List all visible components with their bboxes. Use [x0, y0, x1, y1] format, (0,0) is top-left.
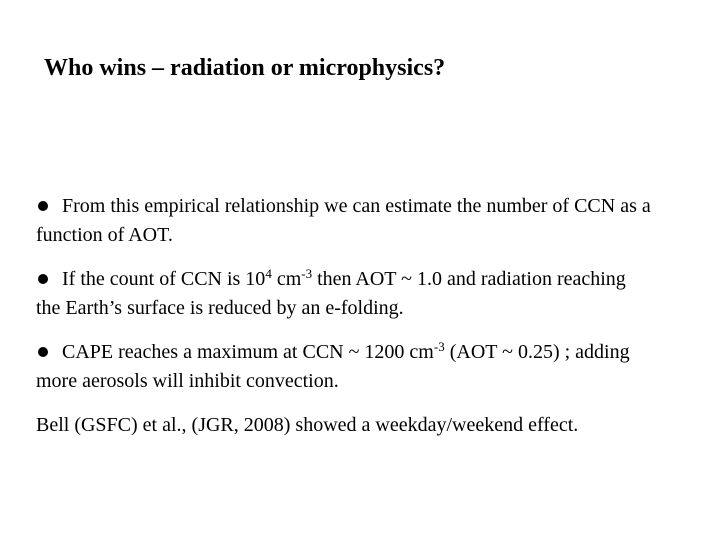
bullet-text: From this empirical relationship we can estimate the number of CCN as a function of AOT.: [36, 195, 651, 246]
superscript-exponent: 4: [265, 266, 272, 281]
bullet-dot-icon: [38, 274, 48, 284]
bullet-text-post: then AOT ~ 1.0 and radiation reaching the Earth’s surface is reduced by an e-folding.: [36, 268, 626, 319]
slide-title: Who wins – radiation or microphysics?: [44, 55, 446, 81]
slide-body: [36, 192, 666, 455]
superscript-exponent: -3: [301, 266, 313, 281]
bullet-text-post: (AOT ~ 0.25) ; adding more aerosols will inhibit convection.: [36, 341, 630, 392]
bullet-text-mid: cm: [271, 268, 302, 290]
bullet-text-pre: CAPE reaches a maximum at CCN ~ 1200 cm: [62, 341, 434, 363]
bullet-dot-icon: [38, 347, 48, 357]
bullet-item-2: [36, 265, 648, 323]
bullet-item-1: [36, 192, 666, 250]
superscript-exponent: -3: [433, 339, 445, 354]
bullet-text-pre: If the count of CCN is 10: [62, 268, 266, 290]
closing-paragraph: Bell (GSFC) et al., (JGR, 2008) showed a weekday/weekend effect.: [36, 414, 579, 436]
bullet-item-3: [36, 338, 666, 396]
bullet-dot-icon: [38, 201, 48, 211]
